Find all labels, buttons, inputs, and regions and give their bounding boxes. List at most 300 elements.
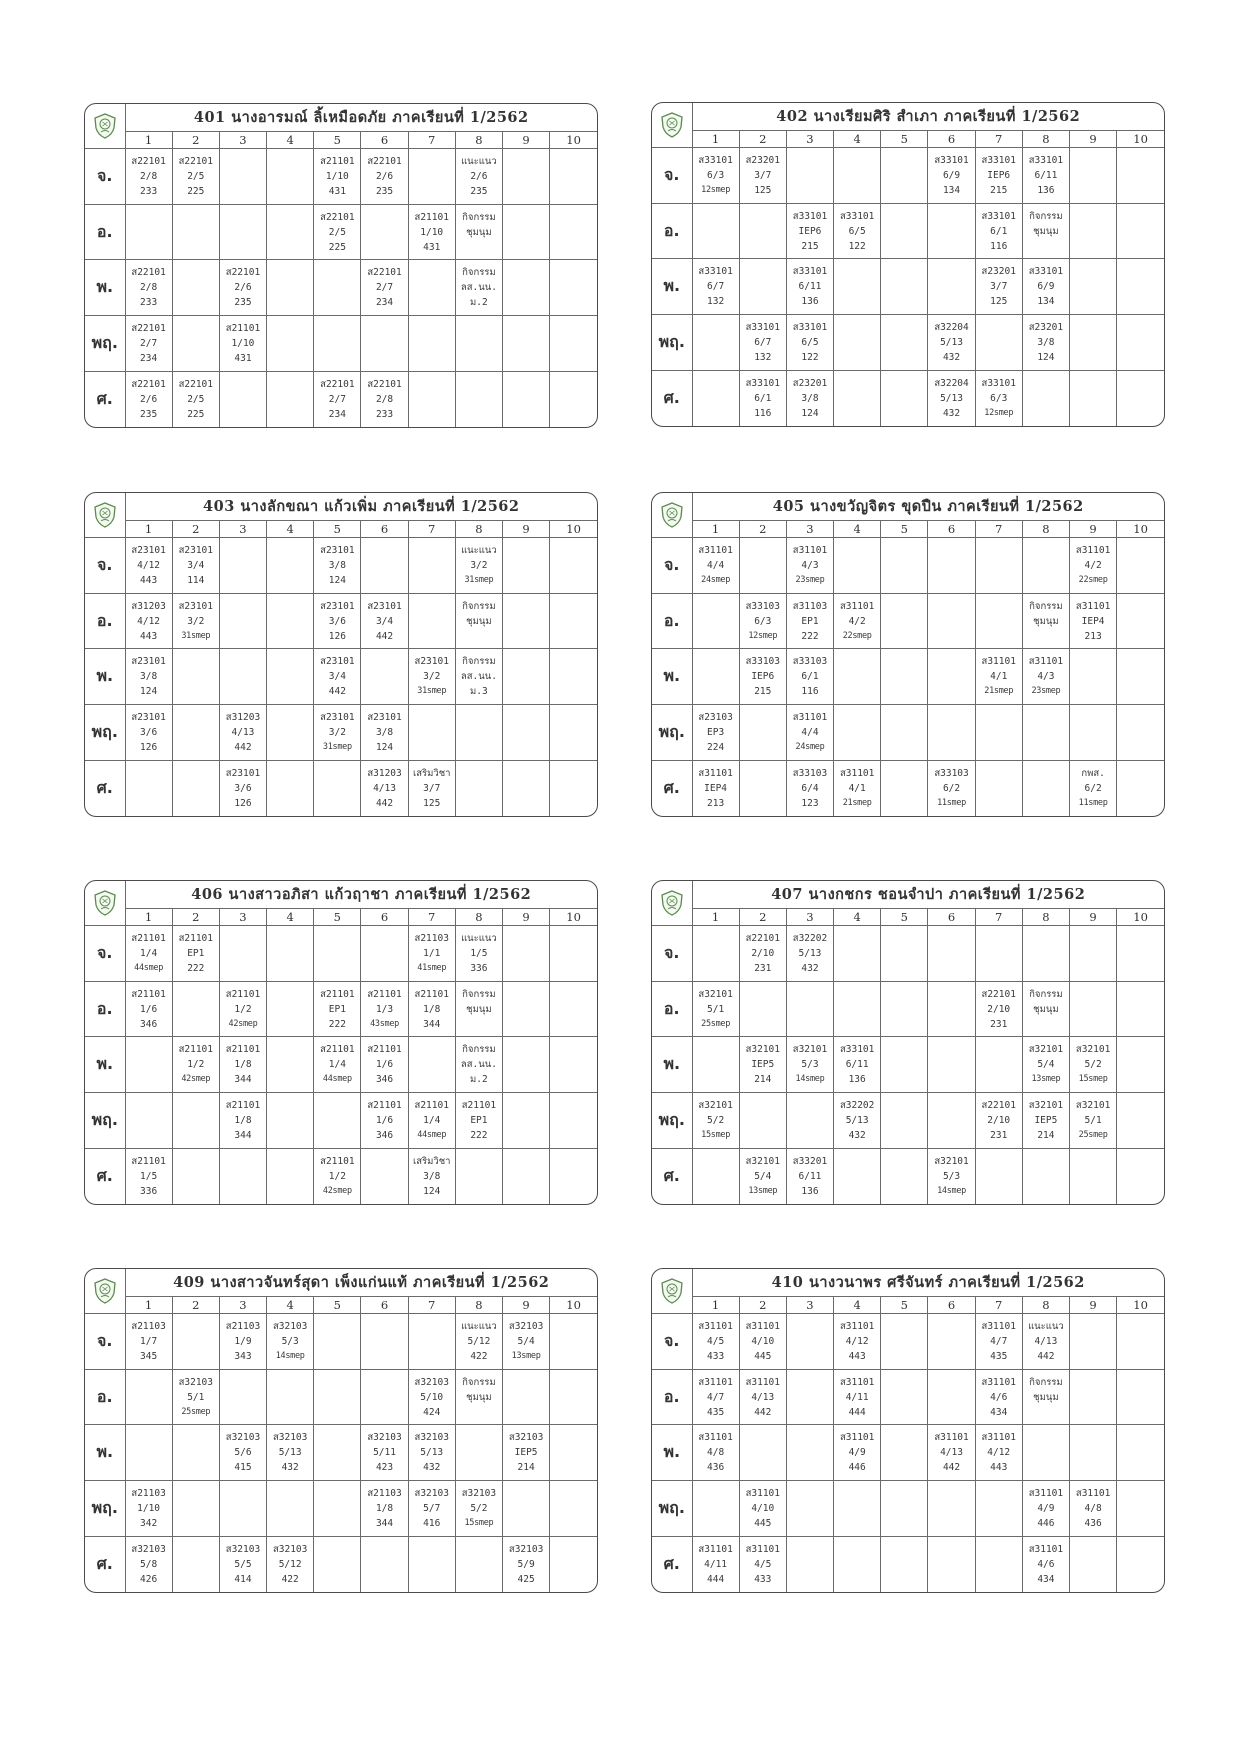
schedule-cell bbox=[1070, 593, 1117, 649]
cell-line: 346 bbox=[375, 1129, 394, 1141]
cell-line: ส32204 bbox=[934, 377, 969, 389]
cell-line: ส31101 bbox=[1075, 1487, 1111, 1499]
schedule-cell bbox=[692, 926, 739, 982]
schedule-cell bbox=[550, 593, 597, 649]
cell-line: 43smep bbox=[370, 1018, 399, 1029]
schedule-cell bbox=[1022, 203, 1069, 259]
schedule-cell bbox=[267, 260, 314, 316]
day-row bbox=[85, 649, 597, 705]
schedule-cell bbox=[361, 649, 408, 705]
cell-line: 4/12 bbox=[137, 615, 161, 627]
schedule-cell bbox=[786, 981, 833, 1037]
schedule-cell bbox=[739, 203, 786, 259]
schedule-cell bbox=[172, 149, 219, 205]
schedule-cell bbox=[314, 1536, 361, 1592]
cell-line: 435 bbox=[707, 1406, 725, 1418]
day-row bbox=[85, 981, 597, 1037]
school-emblem bbox=[660, 890, 684, 916]
schedule-card bbox=[84, 492, 598, 817]
day-row bbox=[85, 1369, 597, 1425]
schedule-cell bbox=[692, 705, 739, 761]
schedule-cell bbox=[455, 926, 502, 982]
day-label: พ. bbox=[652, 1037, 692, 1093]
period-number: 1 bbox=[125, 131, 172, 148]
day-label: จ. bbox=[652, 538, 692, 594]
schedule-cell bbox=[928, 593, 975, 649]
cell-line: ส33101 bbox=[839, 1044, 875, 1056]
period-number: 2 bbox=[172, 1296, 219, 1313]
period-number: 5 bbox=[881, 520, 928, 537]
schedule-cell bbox=[219, 149, 266, 205]
schedule-title: 405 นางขวัญจิตร ขุดปืน ภาคเรียนที่ 1/2562 bbox=[692, 493, 1164, 520]
schedule-cell bbox=[975, 1148, 1022, 1204]
schedule-cell bbox=[928, 1425, 975, 1481]
period-number: 2 bbox=[739, 520, 786, 537]
cell-line: 132 bbox=[707, 296, 725, 308]
schedule-cell bbox=[975, 315, 1022, 371]
schedule-cell bbox=[361, 1481, 408, 1537]
schedule-cell bbox=[692, 649, 739, 705]
schedule-cell bbox=[975, 203, 1022, 259]
cell-line: 24smep bbox=[795, 741, 825, 752]
cell-line: ส21101 bbox=[320, 155, 355, 167]
schedule-cell bbox=[786, 1314, 833, 1370]
cell-line: 5/2 bbox=[707, 1114, 725, 1126]
cell-line: 6/5 bbox=[801, 336, 819, 348]
cell-line: 5/9 bbox=[517, 1558, 535, 1570]
schedule-cell bbox=[786, 315, 833, 371]
schedule-cell bbox=[550, 1037, 597, 1093]
schedule-cell bbox=[219, 1148, 266, 1204]
schedule-cell bbox=[692, 370, 739, 426]
cell-line: 3/6 bbox=[234, 782, 252, 794]
schedule-cell bbox=[455, 371, 502, 427]
schedule-cell bbox=[125, 1369, 172, 1425]
schedule-cell bbox=[172, 1536, 219, 1592]
cell-line: ชุมนุม bbox=[1033, 615, 1059, 627]
schedule-cell bbox=[314, 1037, 361, 1093]
cell-line: 234 bbox=[328, 408, 346, 420]
cell-line: ส31101 bbox=[745, 1487, 780, 1499]
schedule-cell bbox=[550, 649, 597, 705]
cell-line: 1/6 bbox=[140, 1003, 158, 1015]
day-label: ศ. bbox=[85, 1536, 125, 1592]
cell-line: 215 bbox=[801, 240, 819, 252]
schedule-cell bbox=[503, 926, 550, 982]
schedule-cell bbox=[455, 1148, 502, 1204]
cell-line: ส31101 bbox=[839, 767, 875, 779]
cell-line: 31smep bbox=[181, 630, 211, 641]
cell-line: 23smep bbox=[1031, 686, 1061, 697]
schedule-cell bbox=[975, 1314, 1022, 1370]
cell-line: 222 bbox=[470, 1129, 488, 1141]
schedule-cell bbox=[975, 259, 1022, 315]
schedule-cell bbox=[1022, 1369, 1069, 1425]
schedule-cell bbox=[172, 760, 219, 816]
cell-line: 222 bbox=[187, 962, 205, 974]
schedule-cell bbox=[314, 649, 361, 705]
day-row bbox=[85, 1425, 597, 1481]
cell-line: 5/13 bbox=[278, 1447, 302, 1459]
schedule-cell bbox=[408, 1314, 455, 1370]
cell-line: 5/1 bbox=[187, 1391, 205, 1403]
schedule-cell bbox=[692, 981, 739, 1037]
cell-line: 3/7 bbox=[990, 281, 1008, 293]
cell-line: 5/13 bbox=[420, 1447, 444, 1459]
cell-line: 5/4 bbox=[754, 1170, 772, 1182]
schedule-cell bbox=[267, 1369, 314, 1425]
schedule-cell bbox=[267, 593, 314, 649]
cell-line: 124 bbox=[140, 686, 158, 698]
schedule-cell bbox=[786, 370, 833, 426]
cell-line: 116 bbox=[801, 686, 819, 698]
schedule-cell bbox=[267, 149, 314, 205]
schedule-cell bbox=[1022, 370, 1069, 426]
cell-line: 125 bbox=[990, 296, 1008, 308]
cell-line: ส21101 bbox=[414, 211, 449, 223]
cell-line: 225 bbox=[328, 241, 346, 253]
schedule-cell bbox=[834, 538, 881, 594]
cell-line: ส23201 bbox=[981, 266, 1016, 278]
cell-line: 116 bbox=[754, 407, 772, 419]
cell-line: 1/10 bbox=[325, 170, 349, 182]
cell-line: 1/3 bbox=[375, 1003, 394, 1015]
schedule-cell bbox=[361, 593, 408, 649]
schedule-cell bbox=[125, 1536, 172, 1592]
schedule-cell bbox=[786, 1093, 833, 1149]
cell-line: 21smep bbox=[984, 686, 1014, 697]
schedule-cell bbox=[408, 926, 455, 982]
schedule-cell bbox=[219, 760, 266, 816]
schedule-cell bbox=[172, 204, 219, 260]
schedule-cell bbox=[786, 1369, 833, 1425]
schedule-cell bbox=[975, 370, 1022, 426]
cell-line: 5/3 bbox=[801, 1059, 819, 1071]
cell-line: 4/12 bbox=[137, 559, 161, 571]
cell-line: 432 bbox=[801, 962, 819, 974]
schedule-cell bbox=[739, 1093, 786, 1149]
schedule-cell bbox=[928, 203, 975, 259]
cell-line: 231 bbox=[990, 1129, 1008, 1141]
cell-line: 3/2 bbox=[187, 615, 205, 627]
cell-line: 2/6 bbox=[234, 282, 252, 294]
schedule-card bbox=[84, 1268, 598, 1593]
schedule-cell bbox=[1070, 1037, 1117, 1093]
cell-line: ลส.นน. bbox=[460, 282, 497, 294]
period-number: 4 bbox=[267, 131, 314, 148]
cell-line: 6/1 bbox=[990, 225, 1008, 237]
schedule-cell bbox=[267, 1093, 314, 1149]
schedule-title: 403 นางลักขณา แก้วเพิ่ม ภาคเรียนที่ 1/2562 bbox=[125, 493, 597, 520]
cell-line: ส31101 bbox=[981, 1376, 1016, 1388]
schedule-cell bbox=[1022, 649, 1069, 705]
cell-line: 5/13 bbox=[845, 1114, 869, 1126]
cell-line: 3/8 bbox=[328, 559, 346, 571]
cell-line: ส33101 bbox=[745, 321, 780, 333]
cell-line: ส23101 bbox=[178, 544, 213, 556]
schedule-cell bbox=[739, 981, 786, 1037]
cell-line: ส33101 bbox=[934, 154, 969, 166]
cell-line: 431 bbox=[234, 352, 252, 364]
cell-line: 15smep bbox=[1078, 1074, 1108, 1085]
schedule-cell bbox=[786, 649, 833, 705]
cell-line: ส21101 bbox=[367, 988, 402, 1000]
schedule-cell bbox=[739, 1148, 786, 1204]
schedule-cell bbox=[739, 649, 786, 705]
schedule-cell bbox=[361, 760, 408, 816]
cell-line: ส31101 bbox=[934, 1432, 969, 1444]
schedule-cell bbox=[928, 649, 975, 705]
cell-line: 114 bbox=[187, 574, 205, 586]
schedule-cell bbox=[503, 593, 550, 649]
cell-line: เสริมวิชา bbox=[412, 1155, 451, 1167]
period-number: 1 bbox=[692, 1296, 739, 1313]
emblem-cell bbox=[85, 881, 125, 926]
schedule-cell bbox=[408, 149, 455, 205]
cell-line: 344 bbox=[234, 1074, 252, 1086]
day-label: จ. bbox=[85, 149, 125, 205]
schedule-cell bbox=[219, 981, 266, 1037]
day-label: ศ. bbox=[85, 371, 125, 427]
period-number: 5 bbox=[881, 1296, 928, 1313]
cell-line: 42smep bbox=[228, 1018, 258, 1029]
schedule-cell bbox=[172, 1481, 219, 1537]
cell-line: 446 bbox=[1037, 1517, 1055, 1529]
period-number: 6 bbox=[361, 131, 408, 148]
schedule-cell bbox=[786, 1481, 833, 1537]
schedule-cell bbox=[314, 1369, 361, 1425]
day-label: พฤ. bbox=[652, 1093, 692, 1149]
cell-line: 431 bbox=[423, 241, 441, 253]
period-number: 5 bbox=[314, 131, 361, 148]
cell-line: 6/9 bbox=[942, 169, 961, 181]
cell-line: 136 bbox=[1037, 184, 1055, 196]
schedule-cell bbox=[786, 259, 833, 315]
day-label: อ. bbox=[652, 1369, 692, 1425]
schedule-cell bbox=[455, 1093, 502, 1149]
day-label: จ. bbox=[652, 926, 692, 982]
cell-line: ส32101 bbox=[792, 1044, 828, 1056]
schedule-cell bbox=[172, 981, 219, 1037]
schedule-cell bbox=[975, 981, 1022, 1037]
cell-line: 435 bbox=[990, 1350, 1008, 1362]
cell-line: 344 bbox=[375, 1517, 394, 1529]
schedule-cell bbox=[408, 1481, 455, 1537]
schedule-cell bbox=[503, 649, 550, 705]
day-label: พ. bbox=[652, 1425, 692, 1481]
cell-line: 124 bbox=[801, 407, 819, 419]
day-label: อ. bbox=[85, 1369, 125, 1425]
schedule-cell bbox=[1117, 926, 1164, 982]
cell-line: 13smep bbox=[511, 1350, 541, 1361]
period-number: 4 bbox=[267, 1296, 314, 1313]
schedule-cell bbox=[1022, 1148, 1069, 1204]
cell-line: 4/13 bbox=[751, 1391, 775, 1403]
schedule-cell bbox=[408, 705, 455, 761]
cell-line: ส32103 bbox=[272, 1320, 308, 1332]
schedule-cell bbox=[834, 1037, 881, 1093]
schedule-cell bbox=[881, 315, 928, 371]
cell-line: กิจกรรม bbox=[462, 211, 496, 223]
schedule-cell bbox=[408, 760, 455, 816]
cell-line: ส32103 bbox=[272, 1432, 308, 1444]
day-label: ศ. bbox=[652, 1536, 692, 1592]
cell-line: 6/11 bbox=[845, 1059, 869, 1071]
schedule-cell bbox=[503, 981, 550, 1037]
cell-line: 214 bbox=[517, 1462, 535, 1474]
cell-line: 442 bbox=[1037, 1350, 1055, 1362]
schedule-cell bbox=[1070, 649, 1117, 705]
cell-line: ส23101 bbox=[367, 600, 402, 612]
emblem-cell bbox=[652, 493, 692, 538]
school-emblem bbox=[660, 1278, 684, 1304]
cell-line: กพส. bbox=[1081, 767, 1105, 779]
cell-line: 442 bbox=[375, 630, 394, 642]
cell-line: 336 bbox=[140, 1185, 158, 1197]
cell-line: ส22101 bbox=[225, 267, 261, 279]
cell-line: 443 bbox=[990, 1462, 1008, 1474]
cell-line: 442 bbox=[375, 797, 394, 809]
school-emblem bbox=[660, 502, 684, 528]
period-number: 8 bbox=[455, 131, 502, 148]
day-row bbox=[85, 1536, 597, 1592]
cell-line: ส21101 bbox=[367, 1099, 402, 1111]
cell-line: 126 bbox=[328, 630, 346, 642]
cell-line: ส32103 bbox=[414, 1376, 449, 1388]
cell-line: ชุมนุม bbox=[466, 226, 492, 238]
period-number: 3 bbox=[786, 520, 833, 537]
cell-line: ส23201 bbox=[792, 377, 828, 389]
cell-line: 42smep bbox=[322, 1185, 352, 1196]
schedule-cell bbox=[172, 538, 219, 594]
cell-line: ส21103 bbox=[131, 1320, 166, 1332]
cell-line: 235 bbox=[234, 297, 252, 309]
cell-line: 1/6 bbox=[375, 1114, 394, 1126]
schedule-cell bbox=[550, 149, 597, 205]
schedule-cell bbox=[786, 1037, 833, 1093]
cell-line: 1/8 bbox=[423, 1003, 441, 1015]
cell-line: ส21103 bbox=[414, 932, 449, 944]
schedule-cell bbox=[550, 1093, 597, 1149]
schedule-cell bbox=[1022, 315, 1069, 371]
schedule-cell bbox=[361, 260, 408, 316]
cell-line: ส23101 bbox=[178, 600, 213, 612]
cell-line: 3/6 bbox=[140, 726, 158, 738]
cell-line: 4/10 bbox=[751, 1502, 775, 1514]
schedule-cell bbox=[1117, 1481, 1164, 1537]
period-number: 9 bbox=[503, 520, 550, 537]
schedule-cell bbox=[550, 260, 597, 316]
cell-line: 6/11 bbox=[798, 281, 822, 293]
schedule-cell bbox=[928, 1037, 975, 1093]
schedule-cell bbox=[172, 1093, 219, 1149]
period-number: 10 bbox=[550, 131, 597, 148]
day-row bbox=[85, 260, 597, 316]
cell-line: ส32103 bbox=[508, 1320, 544, 1332]
cell-line: ส31101 bbox=[698, 544, 733, 556]
schedule-cell bbox=[219, 649, 266, 705]
schedule-cell bbox=[975, 1425, 1022, 1481]
cell-line: ส33101 bbox=[981, 154, 1016, 166]
cell-line: 126 bbox=[140, 741, 158, 753]
schedule-cell bbox=[503, 1425, 550, 1481]
schedule-cell bbox=[1022, 926, 1069, 982]
schedule-cell bbox=[1022, 593, 1069, 649]
cell-line: 5/1 bbox=[1084, 1114, 1102, 1126]
schedule-cell bbox=[928, 370, 975, 426]
cell-line: IEP5 bbox=[1034, 1114, 1058, 1126]
schedule-cell bbox=[125, 260, 172, 316]
cell-line: ส22101 bbox=[981, 1099, 1016, 1111]
schedule-cell bbox=[1117, 1369, 1164, 1425]
cell-line: 1/8 bbox=[375, 1502, 394, 1514]
cell-line: 346 bbox=[375, 1074, 394, 1086]
cell-line: 5/2 bbox=[1084, 1059, 1102, 1071]
cell-line: 3/8 bbox=[801, 392, 819, 404]
day-label: จ. bbox=[652, 148, 692, 204]
cell-line: ส23101 bbox=[131, 544, 166, 556]
schedule-cell bbox=[692, 593, 739, 649]
schedule-cell bbox=[503, 316, 550, 372]
schedule-cell bbox=[125, 1093, 172, 1149]
cell-line: กิจกรรม bbox=[1029, 988, 1063, 1000]
cell-line: 5/4 bbox=[517, 1335, 535, 1347]
schedule-cell bbox=[361, 204, 408, 260]
schedule-cell bbox=[550, 1425, 597, 1481]
day-row bbox=[652, 1037, 1164, 1093]
schedule-cell bbox=[1070, 1148, 1117, 1204]
cell-line: 436 bbox=[707, 1462, 725, 1474]
cell-line: 6/3 bbox=[754, 615, 772, 627]
schedule-cell bbox=[219, 705, 266, 761]
day-row bbox=[652, 1093, 1164, 1149]
schedule-cell bbox=[408, 981, 455, 1037]
cell-line: 1/6 bbox=[375, 1059, 394, 1071]
cell-line: 442 bbox=[234, 741, 252, 753]
cell-line: 11smep bbox=[1078, 797, 1108, 808]
schedule-cell bbox=[1117, 760, 1164, 816]
schedule-cell bbox=[314, 1425, 361, 1481]
schedule-cell bbox=[125, 1481, 172, 1537]
schedule-cell bbox=[834, 981, 881, 1037]
period-number: 10 bbox=[550, 908, 597, 925]
cell-line: ส33101 bbox=[698, 266, 733, 278]
cell-line: 436 bbox=[1084, 1517, 1102, 1529]
schedule-cell bbox=[834, 370, 881, 426]
cell-line: ส31101 bbox=[745, 1320, 780, 1332]
schedule-table bbox=[652, 1269, 1164, 1592]
schedule-cell bbox=[503, 204, 550, 260]
period-number: 9 bbox=[1070, 130, 1117, 147]
schedule-cell bbox=[786, 1425, 833, 1481]
cell-line: ส22101 bbox=[367, 155, 402, 167]
day-row bbox=[85, 316, 597, 372]
schedule-cell bbox=[172, 1148, 219, 1204]
schedule-cell bbox=[455, 538, 502, 594]
schedule-cell bbox=[975, 760, 1022, 816]
schedule-cell bbox=[834, 148, 881, 204]
cell-line: แนะแนว bbox=[461, 932, 497, 944]
cell-line: ส32103 bbox=[178, 1376, 213, 1388]
schedule-cell bbox=[455, 316, 502, 372]
cell-line: 25smep bbox=[701, 1018, 731, 1029]
schedule-title: 406 นางสาวอภิสา แก้วฤาชา ภาคเรียนที่ 1/2562 bbox=[125, 881, 597, 908]
schedule-cell bbox=[1022, 259, 1069, 315]
cell-line: 3/8 bbox=[1037, 336, 1055, 348]
schedule-cell bbox=[314, 204, 361, 260]
cell-line: ม.2 bbox=[470, 1074, 488, 1086]
schedule-cell bbox=[267, 1425, 314, 1481]
